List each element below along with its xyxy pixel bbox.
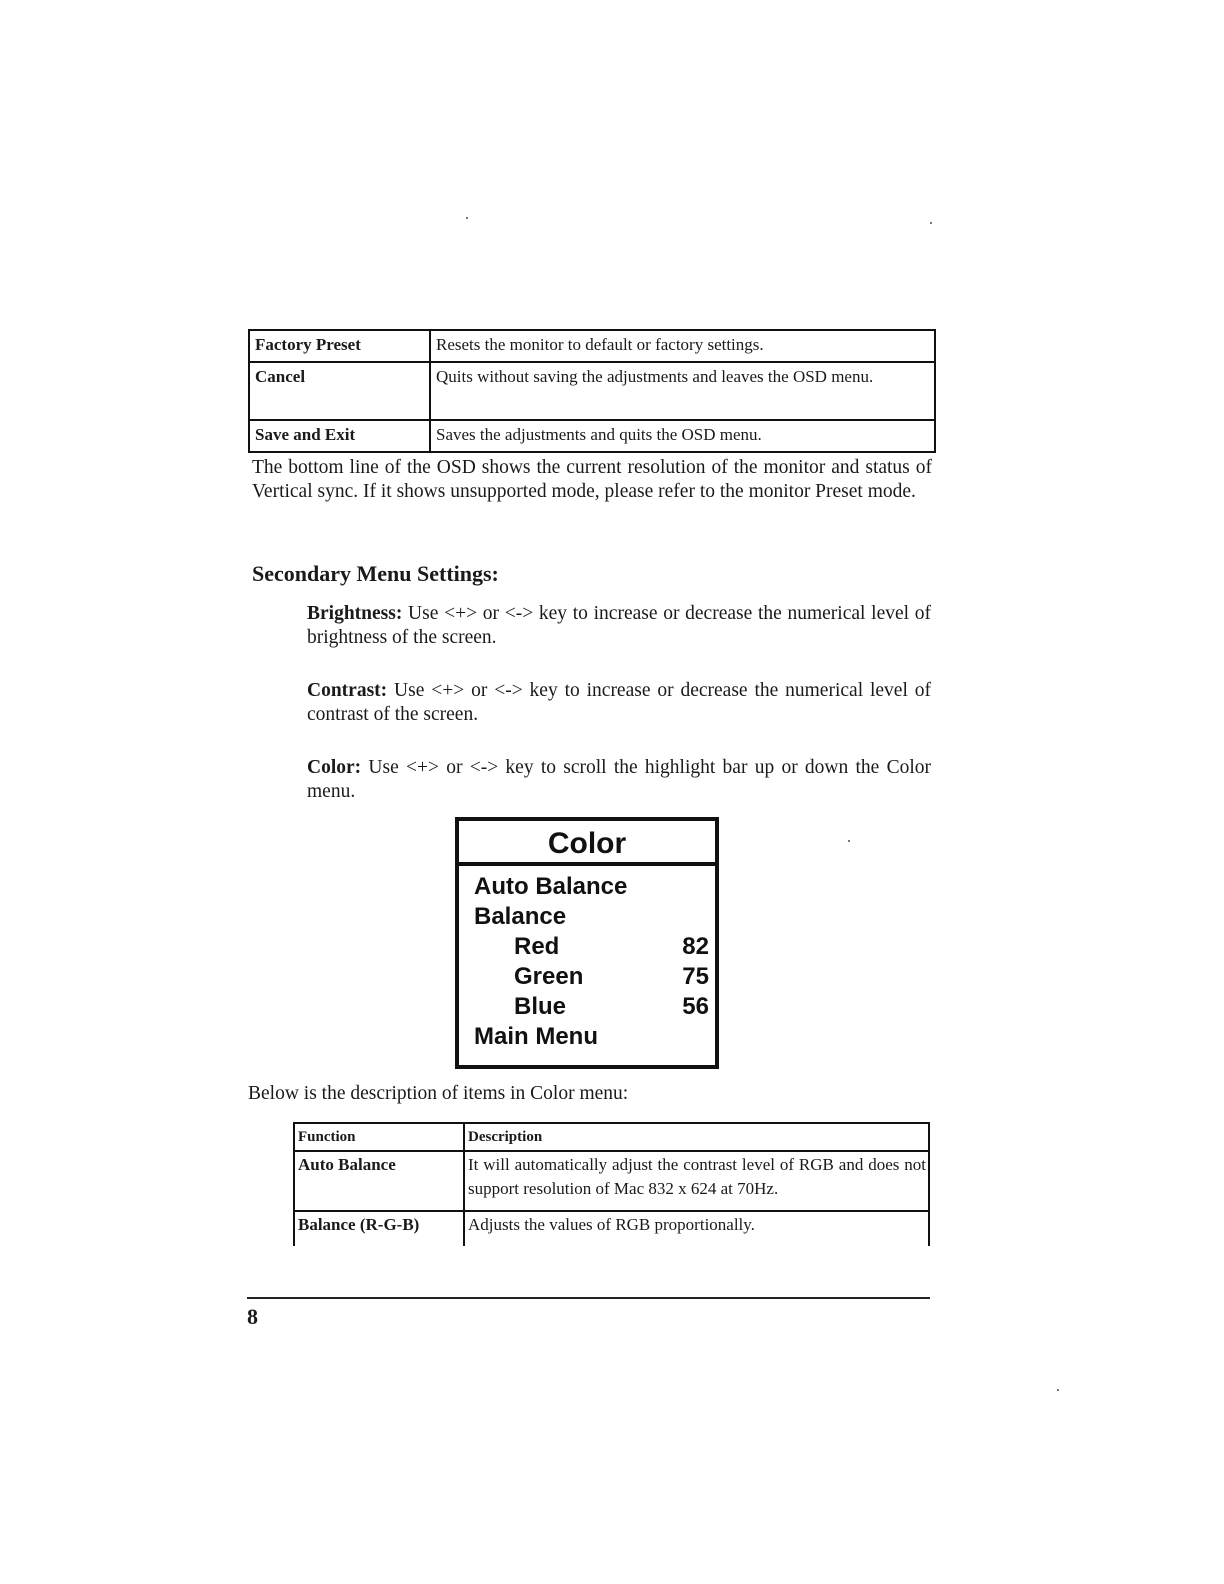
function-cell: Save and Exit bbox=[249, 420, 430, 452]
color-osd-menu bbox=[455, 817, 719, 1069]
color-text: Use <+> or <-> key to scroll the highlight bar up or down the Color menu. bbox=[307, 757, 931, 802]
description-cell: Adjusts the values of RGB proportionally. bbox=[464, 1211, 929, 1246]
description-cell: Saves the adjustments and quits the OSD menu. bbox=[430, 420, 935, 452]
scan-speck bbox=[466, 217, 468, 219]
brightness-term: Brightness: bbox=[307, 603, 403, 624]
osd-item-label: Blue bbox=[514, 993, 567, 1020]
table-row bbox=[294, 1151, 929, 1211]
header-function: Function bbox=[294, 1123, 464, 1151]
osd-item-value: 82 bbox=[682, 933, 709, 960]
function-cell: Cancel bbox=[249, 362, 430, 420]
osd-functions-table bbox=[248, 329, 936, 453]
table-header-row bbox=[294, 1123, 929, 1151]
brightness-text: Use <+> or <-> key to increase or decrease the numerical level of brightness of the screen. bbox=[307, 603, 931, 648]
table-row bbox=[249, 420, 935, 452]
osd-item-red bbox=[474, 932, 715, 962]
color-term: Color: bbox=[307, 757, 362, 778]
table-row bbox=[294, 1211, 929, 1246]
osd-item-value: 75 bbox=[682, 963, 709, 990]
color-menu-intro: Below is the description of items in Color menu: bbox=[248, 1083, 629, 1104]
function-cell: Balance (R-G-B) bbox=[294, 1211, 464, 1246]
function-cell: Factory Preset bbox=[249, 330, 430, 362]
color-menu-table bbox=[293, 1122, 930, 1246]
contrast-paragraph bbox=[307, 679, 931, 727]
scan-speck bbox=[848, 840, 850, 842]
scan-speck bbox=[930, 222, 932, 224]
table-row bbox=[249, 362, 935, 420]
page-number: 8 bbox=[247, 1304, 258, 1329]
section-heading: Secondary Menu Settings: bbox=[252, 561, 499, 586]
contrast-text: Use <+> or <-> key to increase or decrease the numerical level of contrast of the screen. bbox=[307, 680, 931, 725]
table-row bbox=[249, 330, 935, 362]
footer-divider bbox=[247, 1297, 930, 1299]
osd-item-auto-balance: Auto Balance bbox=[474, 873, 628, 900]
description-cell: Resets the monitor to default or factory settings. bbox=[430, 330, 935, 362]
osd-item-green bbox=[474, 962, 715, 992]
description-cell: It will automatically adjust the contrast level of RGB and does not support resolution of Mac 832 x 624 at 70Hz. bbox=[464, 1151, 929, 1211]
intro-paragraph: The bottom line of the OSD shows the current resolution of the monitor and status of Vertical sync. If it shows unsupported mode, please refer to the monitor Preset mode. bbox=[252, 457, 932, 502]
osd-menu-items bbox=[459, 866, 715, 1052]
osd-item-label: Green bbox=[514, 963, 584, 990]
description-cell: Quits without saving the adjustments and leaves the OSD menu. bbox=[430, 362, 935, 420]
brightness-paragraph bbox=[307, 602, 931, 650]
osd-item-balance: Balance bbox=[474, 903, 567, 930]
function-cell: Auto Balance bbox=[294, 1151, 464, 1211]
osd-menu-title: Color bbox=[459, 821, 715, 866]
color-paragraph bbox=[307, 756, 931, 804]
osd-item-blue bbox=[474, 992, 715, 1022]
osd-item-main-menu: Main Menu bbox=[474, 1023, 598, 1050]
header-description: Description bbox=[464, 1123, 929, 1151]
scan-speck bbox=[1057, 1389, 1059, 1391]
osd-item-value: 56 bbox=[682, 993, 709, 1020]
osd-item-label: Red bbox=[514, 933, 560, 960]
contrast-term: Contrast: bbox=[307, 680, 388, 701]
